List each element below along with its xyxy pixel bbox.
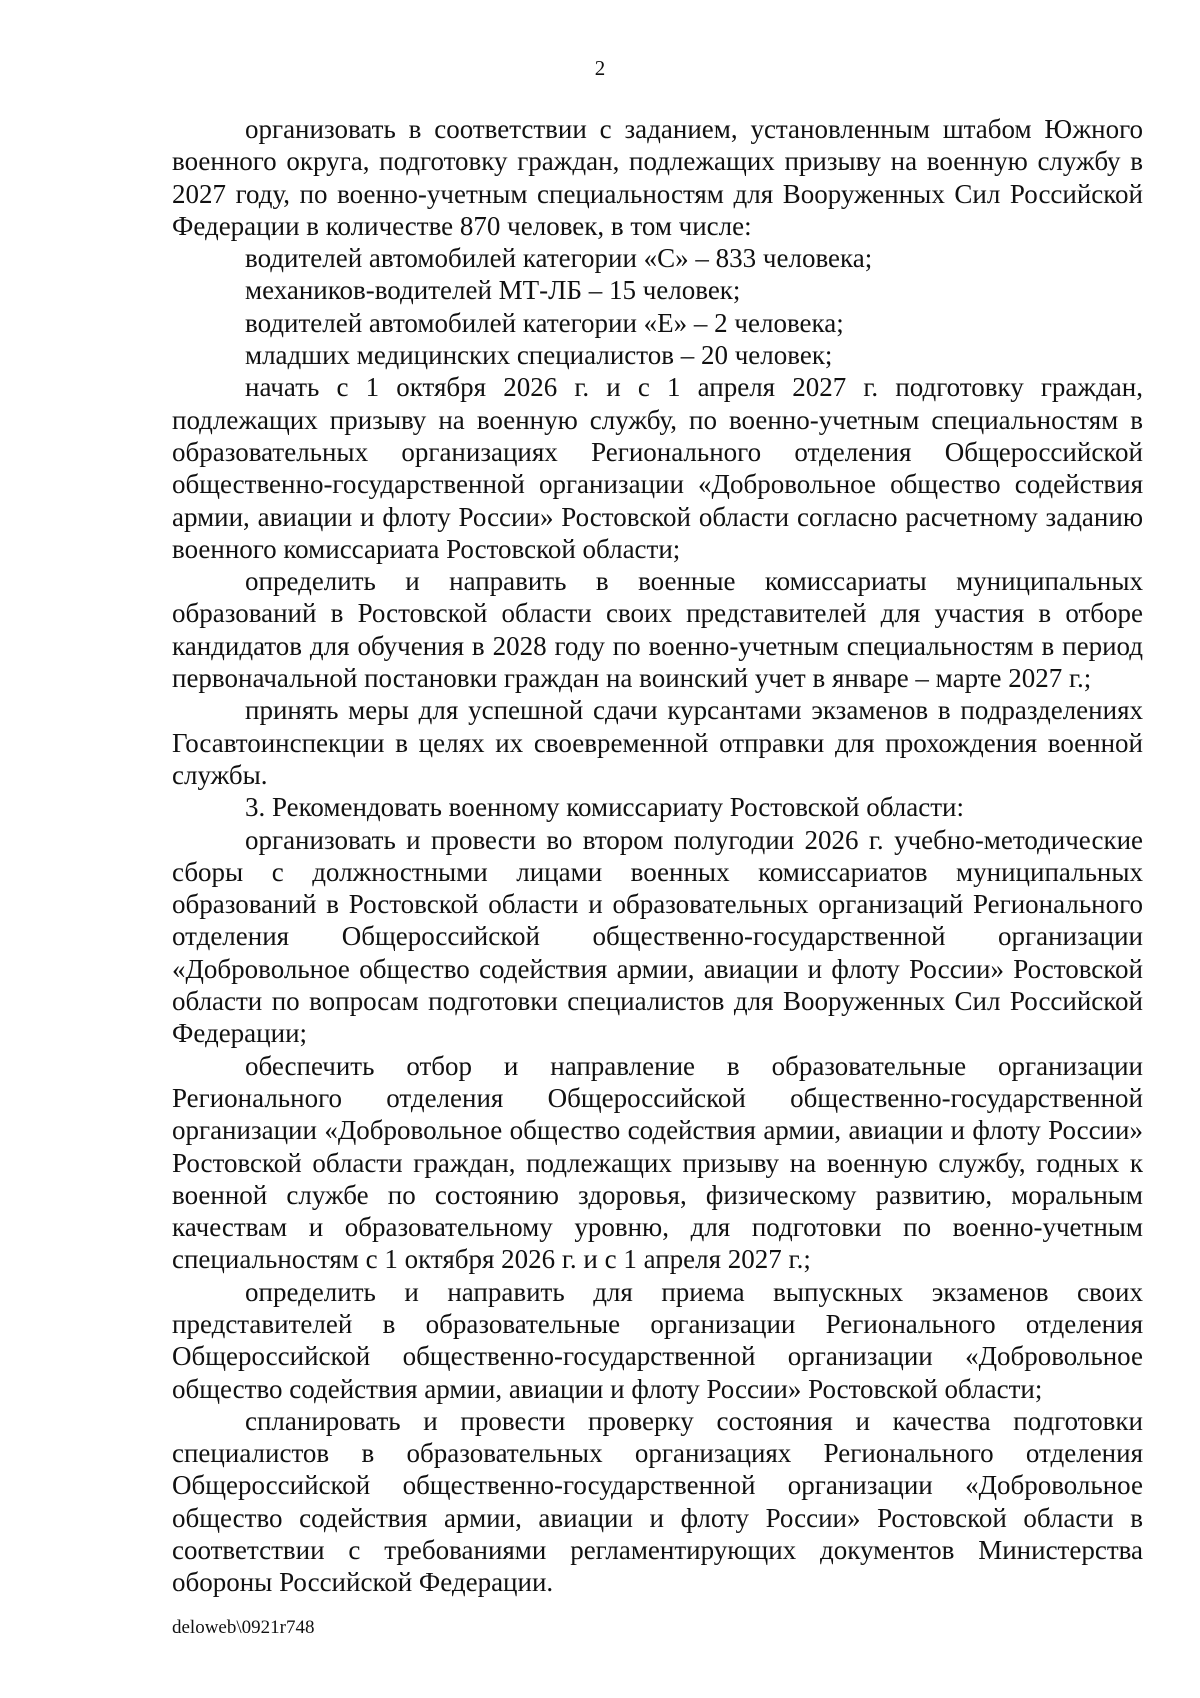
list-item-drivers-c: водителей автомобилей категории «С» – 833 человека; (245, 243, 873, 274)
paragraph-selection: обеспечить отбор и направление в образовательные организации Регионального отделения Общероссийской общественно-государственной организации «Добровольное общество содействия армии, авиации и флоту России» Ростовской области граждан, подлежащих призыву на военную службу, годных к военной службе по состоянию здоровья, физическому развитию, моральным качествам и образовательному уровню, для подготовки по военно-учетным специальностям с 1 октября 2026 г. и с 1 апреля 2027 г.; (172, 1050, 1143, 1275)
list-item-mechanics-mtlb: механиков-водителей МТ-ЛБ – 15 человек; (245, 275, 741, 306)
list-item-drivers-e: водителей автомобилей категории «Е» – 2 человека; (245, 307, 844, 338)
paragraph-final-exams: определить и направить для приема выпускных экзаменов своих представителей в образовательные организации Регионального отделения Общероссийской общественно-государственной организации «Добровольное общество содействия армии, авиации и флоту России» Ростовской области; (172, 1276, 1143, 1404)
paragraph-quality-check: спланировать и провести проверку состояния и качества подготовки специалистов в образовательных организациях Регионального отделения Общероссийской общественно-государственной организации «Добровольное общество содействия армии, авиации и флоту России» Ростовской области в соответствии с требованиями регламентирующих документов Министерства обороны Российской Федерации. (172, 1405, 1143, 1598)
page-number: 2 (594, 56, 606, 80)
paragraph-send-representatives: определить и направить в военные комиссариаты муниципальных образований в Ростовской области своих представителей для участия в отборе кандидатов для обучения в 2028 году по военно-учетным специальностям в период первоначальной постановки граждан на воинский учет в январе – марте 2027 г.; (172, 566, 1143, 694)
list-item-medical-specialists: младших медицинских специалистов – 20 человек; (245, 340, 833, 371)
paragraph-section-3-heading: 3. Рекомендовать военному комиссариату Ростовской области: (245, 792, 964, 823)
paragraph-start-training: начать с 1 октября 2026 г. и с 1 апреля 2027 г. подготовку граждан, подлежащих призыву на военную службу, по военно-учетным специальностям в образовательных организациях Регионального отделения Общероссийской общественно-государственной организации «Добровольное общество содействия армии, авиации и флоту России» Ростовской области согласно расчетному заданию военного комиссариата Ростовской области; (172, 372, 1143, 564)
paragraph-methodical-meetings: организовать и провести во втором полугодии 2026 г. учебно-методические сборы с должностными лицами военных комиссариатов муниципальных образований в Ростовской области и образовательных организаций Регионального отделения Общероссийской общественно-государственной организации «Добровольное общество содействия армии, авиации и флоту России» Ростовской области по вопросам подготовки специалистов для Вооруженных Сил Российской Федерации; (172, 824, 1143, 1049)
document-body (172, 113, 1143, 1599)
paragraph-exams-measures: принять меры для успешной сдачи курсантами экзаменов в подразделениях Госавтоинспекции в целях их своевременной отправки для прохождения военной службы. (172, 695, 1143, 790)
paragraph-training-task: организовать в соответствии с заданием, установленным штабом Южного военного округа, подготовку граждан, подлежащих призыву на военную службу в 2027 году, по военно-учетным специальностям для Вооруженных Сил Российской Федерации в количестве 870 человек, в том числе: (172, 114, 1143, 241)
footer-document-code: deloweb\0921r748 (172, 1617, 315, 1638)
